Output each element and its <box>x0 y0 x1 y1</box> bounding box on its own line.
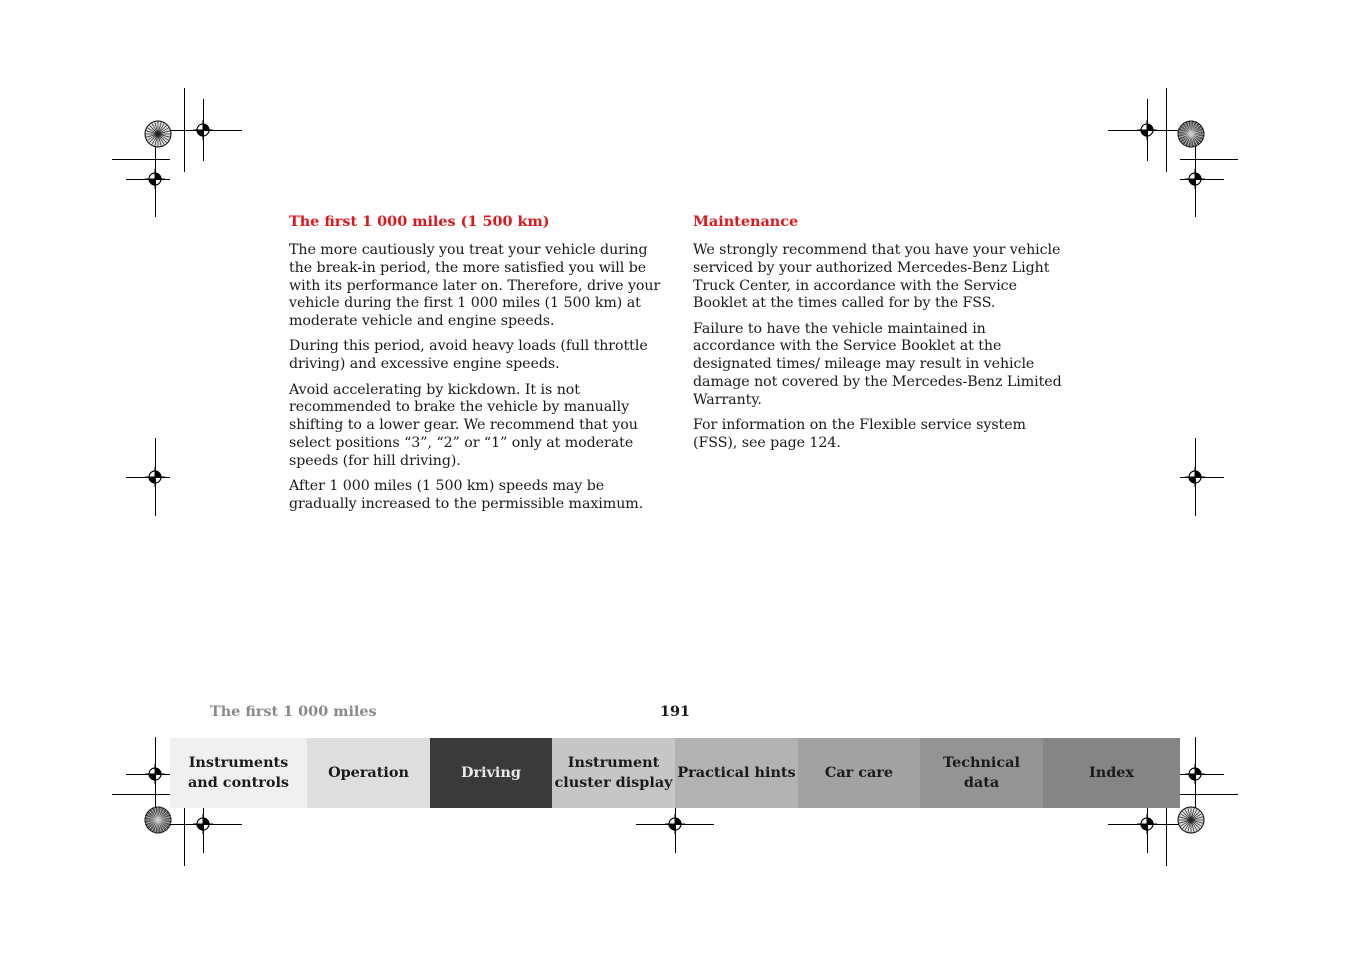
crop-line <box>184 808 185 866</box>
color-rosette-icon <box>144 806 172 834</box>
registration-mark-icon <box>1185 169 1205 189</box>
tab-technical-data[interactable]: Technical data <box>920 738 1043 808</box>
registration-mark-icon <box>145 764 165 784</box>
registration-mark-icon <box>1185 764 1205 784</box>
paragraph: Avoid accelerating by kickdown. It is not recommended to brake the vehicle by manually shifting to a lower gear. We recommend that you select positions “3”, “2” or “1” only at moderate speeds (for hill driving). <box>289 381 638 469</box>
left-column <box>289 212 661 521</box>
registration-mark-icon <box>193 120 213 140</box>
tab-car-care[interactable]: Car care <box>798 738 920 808</box>
crop-line <box>1180 159 1238 160</box>
crop-line <box>112 159 170 160</box>
tab-index[interactable]: Index <box>1043 738 1180 808</box>
footer-section-title: The first 1 000 miles <box>210 703 377 720</box>
right-column <box>693 212 1065 460</box>
registration-mark-icon <box>1185 467 1205 487</box>
section-heading-first-miles: The first 1 000 miles (1 500 km) <box>289 213 550 230</box>
registration-mark-icon <box>145 467 165 487</box>
tab-instruments-and-controls[interactable]: Instruments and controls <box>170 738 307 808</box>
registration-mark-icon <box>145 169 165 189</box>
registration-mark-icon <box>1137 120 1157 140</box>
paragraph: Failure to have the vehicle maintained in accordance with the Service Booklet at the designated times/ mileage may result in vehicle damage not covered by the Mercedes-Benz Limited Warranty. <box>693 320 1062 408</box>
registration-mark-icon <box>193 814 213 834</box>
color-rosette-icon <box>144 120 172 148</box>
registration-mark-icon <box>665 814 685 834</box>
paragraph: For information on the Flexible service system (FSS), see page 124. <box>693 417 1026 451</box>
crop-line <box>1180 794 1238 795</box>
paragraph: After 1 000 miles (1 500 km) speeds may be gradually increased to the permissible maximum. <box>289 478 644 512</box>
paragraph: The more cautiously you treat your vehicle during the break-in period, the more satisfied you will be with its performance later on. Therefore, drive your vehicle during the first 1 000 miles (1 500 km) at moderate vehicle and engine speeds. <box>289 242 661 330</box>
registration-mark-icon <box>1137 814 1157 834</box>
crop-line <box>112 794 170 795</box>
paragraph: During this period, avoid heavy loads (full throttle driving) and excessive engine speeds. <box>289 338 648 373</box>
crop-line <box>1166 808 1167 866</box>
color-rosette-icon <box>1177 806 1205 834</box>
page-number: 191 <box>659 703 691 720</box>
color-rosette-icon <box>1177 120 1205 148</box>
section-tabs <box>170 738 1180 808</box>
tab-driving[interactable]: Driving <box>430 738 552 808</box>
paragraph: We strongly recommend that you have your vehicle serviced by your authorized Mercedes-Benz Light Truck Center, in accordance with the Service Booklet at the times called for by the FSS. <box>693 242 1061 312</box>
tab-practical-hints[interactable]: Practical hints <box>675 738 798 808</box>
section-heading-maintenance: Maintenance <box>693 213 799 230</box>
tab-operation[interactable]: Operation <box>307 738 430 808</box>
tab-instrument-cluster-display[interactable]: Instrument cluster display <box>552 738 675 808</box>
